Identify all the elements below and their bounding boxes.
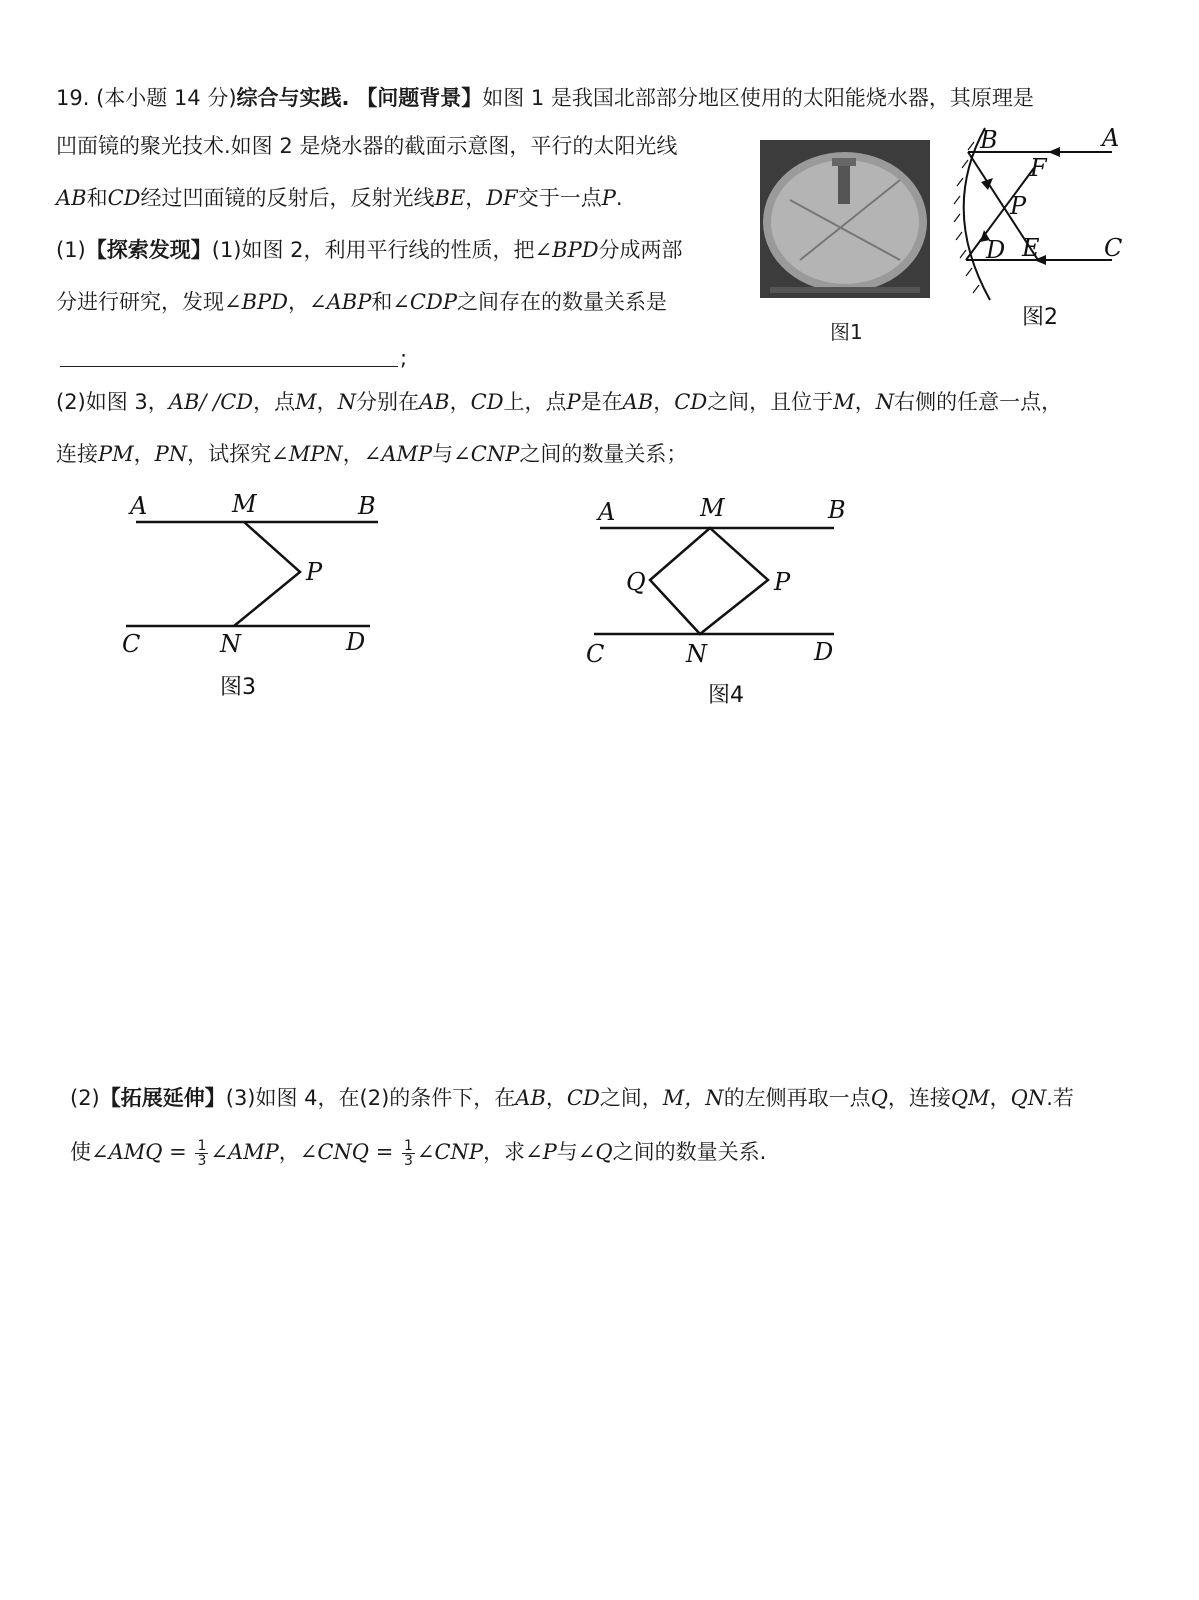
- part2-line1-d: 上，点: [503, 390, 567, 414]
- solar-heater-photo: [760, 140, 930, 298]
- part2-line1-c: 分别在: [356, 390, 420, 414]
- seg-cd: CD: [566, 1086, 600, 1110]
- fig3-caption: 图3: [220, 675, 256, 700]
- fig4-label-m: M: [700, 494, 725, 522]
- seg-cd: CD: [107, 186, 141, 210]
- part3-tag: 【拓展延伸】: [99, 1086, 226, 1110]
- section-title: 综合与实践.: [236, 86, 350, 110]
- seg-qm: QM: [950, 1086, 990, 1110]
- seg-ab: AB: [515, 1086, 546, 1110]
- part3-line2-c: 之间的数量关系.: [612, 1140, 767, 1164]
- background-tag: 【问题背景】: [356, 86, 483, 110]
- comma: ，: [653, 390, 675, 414]
- angle-bpd-2: ∠BPD: [224, 290, 288, 314]
- comma: ，: [449, 390, 471, 414]
- angle-amp: ∠AMP: [363, 442, 433, 466]
- part3-line-2: [70, 1138, 766, 1168]
- fig4-caption: 图4: [708, 683, 744, 708]
- part3-line2-a: 使: [70, 1140, 91, 1164]
- seg-cd: CD: [674, 390, 708, 414]
- path-mpn: [234, 522, 300, 626]
- part1-line-2: [56, 288, 667, 316]
- text-comma: ，: [465, 186, 487, 210]
- ab-parallel-cd: AB/ /CD: [168, 390, 254, 414]
- fig4-label-b: B: [828, 496, 846, 524]
- angle-cdp: ∠CDP: [392, 290, 457, 314]
- fig4-label-q: Q: [626, 568, 646, 596]
- seg-pn: PN: [154, 442, 188, 466]
- part2-line-1: [56, 388, 1062, 416]
- fig1-caption: 图1: [830, 320, 863, 344]
- figure-3: [120, 480, 400, 710]
- angle-q: ∠Q: [577, 1140, 613, 1164]
- frac-numerator: 1: [403, 1137, 413, 1154]
- fig3-label-d: D: [346, 628, 366, 656]
- part3-text-a: (3)如图 4，在(2)的条件下，在: [225, 1086, 516, 1110]
- part3-text-c: 的左侧再取一点: [723, 1086, 871, 1110]
- point-m: M: [295, 390, 317, 414]
- angle-amp: ∠AMP: [210, 1140, 279, 1164]
- part1-line2-b: 之间存在的数量关系是: [456, 290, 667, 314]
- fig2-label-d: D: [986, 236, 1006, 264]
- part3-prefix: (2): [70, 1086, 100, 1110]
- quad-mpnq: [650, 528, 768, 634]
- fig3-label-c: C: [122, 630, 141, 658]
- fig4-label-c: C: [586, 640, 605, 668]
- part3-text-e: .若: [1046, 1086, 1074, 1110]
- fig2-label-b: B: [980, 126, 998, 154]
- fig3-label-b: B: [358, 492, 376, 520]
- part3-line2-b: ，求: [483, 1140, 526, 1164]
- part1-prefix: (1): [56, 238, 86, 262]
- fig2-label-p: P: [1010, 192, 1027, 220]
- angle-bpd: ∠BPD: [534, 238, 599, 262]
- frac-numerator: 1: [197, 1137, 207, 1154]
- seg-df: DF: [486, 186, 518, 210]
- part1-line-1: [56, 236, 683, 264]
- fraction-one-third-2: [402, 1139, 415, 1168]
- seg-cd: CD: [470, 390, 504, 414]
- point-n: N: [875, 390, 895, 414]
- seg-pm: PM: [98, 442, 134, 466]
- fig4-label-n: N: [686, 640, 707, 668]
- comma: ，: [342, 442, 364, 466]
- point-p: P: [566, 390, 581, 414]
- fig4-label-a: A: [598, 498, 616, 526]
- fig4-label-p: P: [774, 568, 791, 596]
- angle-amq: ∠AMQ =: [91, 1140, 194, 1164]
- text-and: 和: [86, 186, 108, 210]
- fig2-caption: 图2: [1022, 305, 1058, 330]
- points-mn: M，N: [662, 1086, 724, 1110]
- intro-line-3: [56, 184, 623, 212]
- blank-semicolon: ;: [400, 346, 408, 370]
- part1-tag: 【探索发现】: [85, 238, 212, 262]
- figure-4: [584, 486, 854, 716]
- problem-header: [56, 84, 1034, 112]
- fig2-label-c: C: [1104, 234, 1123, 262]
- fig3-label-n: N: [220, 630, 241, 658]
- fig2-label-e: E: [1022, 234, 1040, 262]
- part3-text-b: 之间，: [599, 1086, 663, 1110]
- part1-text-a: (1)如图 2，利用平行线的性质，把: [211, 238, 535, 262]
- figure-2: [930, 110, 1130, 340]
- problem-number: 19. (本小题 14 分): [56, 86, 237, 110]
- angle-cnp: ∠CNP: [453, 442, 520, 466]
- seg-qn: QN: [1010, 1086, 1047, 1110]
- text-reflect: 经过凹面镜的反射后，反射光线: [140, 186, 435, 210]
- comma: ，: [316, 390, 338, 414]
- seg-be: BE: [434, 186, 466, 210]
- intro-line-2: 凹面镜的聚光技术.如图 2 是烧水器的截面示意图，平行的太阳光线: [56, 134, 678, 158]
- seg-ab: AB: [419, 390, 450, 414]
- angle-abp: ∠ABP: [309, 290, 372, 314]
- part2-line1-g: 右侧的任意一点，: [894, 390, 1063, 414]
- point-m: M: [833, 390, 855, 414]
- fig3-label-a: A: [130, 492, 148, 520]
- fig2-label-a: A: [1102, 124, 1120, 152]
- frac-denominator: 3: [403, 1152, 413, 1169]
- fig3-label-p: P: [306, 558, 323, 586]
- part1-text-b: 分成两部: [598, 238, 683, 262]
- part2-line1-e: 是在: [580, 390, 623, 414]
- text-and: 和: [371, 290, 393, 314]
- seg-ab: AB: [56, 186, 87, 210]
- point-n: N: [337, 390, 357, 414]
- comma: ，: [278, 1140, 300, 1164]
- point-p: P: [601, 186, 616, 210]
- angle-mpn: ∠MPN: [271, 442, 343, 466]
- fig3-label-m: M: [232, 490, 257, 518]
- seg-ab: AB: [622, 390, 654, 414]
- part1-line2-a: 分进行研究，发现: [56, 290, 224, 314]
- angle-cnp: ∠CNP: [416, 1140, 484, 1164]
- part2-line2-b: ，试探究: [187, 442, 272, 466]
- comma: ，: [854, 390, 876, 414]
- part3-line-1: [70, 1084, 1074, 1112]
- part3-text-d: ，连接: [887, 1086, 951, 1110]
- background-text: 如图 1 是我国北部部分地区使用的太阳能烧水器，其原理是: [482, 86, 1034, 110]
- part2-line1-b: ，点: [253, 390, 296, 414]
- angle-p: ∠P: [525, 1140, 557, 1164]
- comma: ，: [545, 1086, 567, 1110]
- frac-denominator: 3: [197, 1152, 207, 1169]
- part2-line-2: [56, 440, 687, 468]
- point-q: Q: [870, 1086, 888, 1110]
- text-period: .: [615, 186, 623, 210]
- comma: ，: [133, 442, 155, 466]
- part2-line1-a: (2)如图 3，: [56, 390, 169, 414]
- part2-line2-c: 之间的数量关系；: [519, 442, 688, 466]
- comma: ，: [288, 290, 309, 314]
- text-meet: 交于一点: [517, 186, 602, 210]
- fig2-label-f: F: [1030, 154, 1047, 182]
- part2-line1-f: 之间，且位于: [707, 390, 834, 414]
- angle-cnq: ∠CNQ =: [299, 1140, 400, 1164]
- fraction-one-third: [195, 1139, 208, 1168]
- part2-line2-a: 连接: [56, 442, 98, 466]
- fig4-label-d: D: [814, 638, 834, 666]
- arrow-ab: [1048, 147, 1060, 157]
- answer-blank[interactable]: [60, 366, 398, 367]
- text-with: 与: [556, 1140, 578, 1164]
- comma: ，: [989, 1086, 1011, 1110]
- text-with: 与: [432, 442, 454, 466]
